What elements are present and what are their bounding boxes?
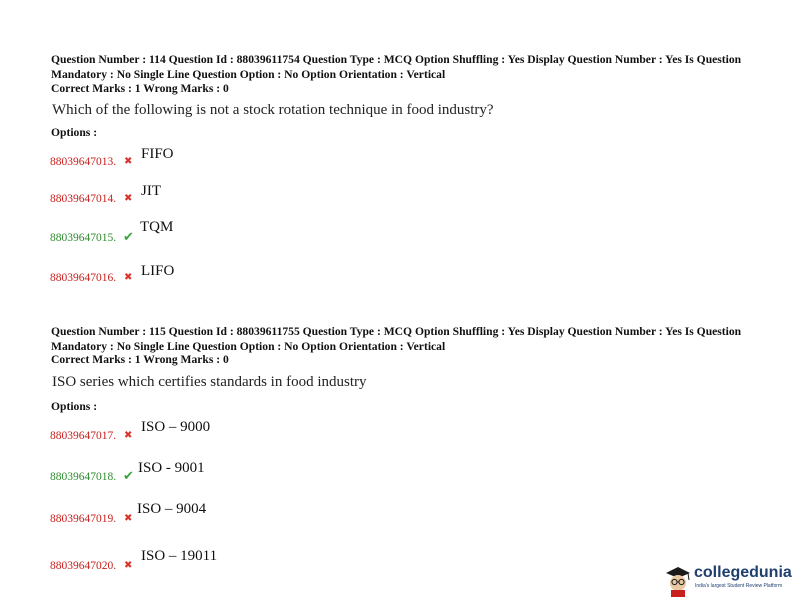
question-115-text: ISO series which certifies standards in food industry (52, 374, 367, 390)
cross-mark-icon: ✖ (124, 272, 133, 283)
option-id: 88039647017. (50, 430, 117, 442)
question-115-marks: Correct Marks : 1 Wrong Marks : 0 (51, 353, 229, 366)
option-88039647014 (50, 177, 450, 205)
option-88039647019 (50, 497, 450, 525)
option-text: FIFO (141, 146, 174, 162)
option-id: 88039647019. (50, 513, 117, 525)
logo-name: collegedunia (694, 564, 792, 581)
option-id: 88039647018. (50, 471, 117, 483)
question-114-meta: Question Number : 114 Question Id : 88039611754 Question Type : MCQ Option Shuffling : Yes Display Question Number : Yes Is Question Mandatory : No Single Line Question Option : No Option Orientation : Vertical (51, 53, 742, 81)
option-text: ISO – 19011 (141, 548, 218, 564)
question-114-text: Which of the following is not a stock rotation technique in food industry? (52, 102, 494, 118)
option-id: 88039647015. (50, 232, 117, 244)
option-text: LIFO (141, 263, 175, 279)
cross-mark-icon: ✖ (124, 193, 133, 204)
collegedunia-logo (664, 562, 792, 602)
option-88039647020 (50, 544, 450, 572)
option-id: 88039647014. (50, 193, 117, 205)
option-text: TQM (140, 219, 174, 235)
question-114-marks: Correct Marks : 1 Wrong Marks : 0 (51, 82, 229, 95)
check-mark-icon: ✔ (123, 230, 134, 245)
option-id: 88039647013. (50, 156, 117, 168)
option-88039647013 (50, 140, 450, 168)
option-88039647018 (50, 455, 450, 483)
option-id: 88039647016. (50, 272, 117, 284)
option-text: ISO - 9001 (138, 460, 205, 476)
option-text: ISO – 9000 (141, 419, 211, 435)
cross-mark-icon: ✖ (124, 430, 133, 441)
cross-mark-icon: ✖ (124, 156, 133, 167)
option-88039647017 (50, 414, 450, 442)
question-114-options-label: Options : (51, 126, 98, 139)
option-text: JIT (141, 183, 161, 199)
option-88039647016 (50, 256, 450, 284)
question-115-options-label: Options : (51, 400, 98, 413)
student-mascot-icon (664, 564, 692, 598)
cross-mark-icon: ✖ (124, 513, 133, 524)
check-mark-icon: ✔ (123, 469, 134, 484)
option-88039647015 (50, 216, 450, 244)
option-id: 88039647020. (50, 560, 117, 572)
cross-mark-icon: ✖ (124, 560, 133, 571)
logo-tagline: India's largest Student Review Platform (695, 583, 783, 589)
question-115-meta: Question Number : 115 Question Id : 88039611755 Question Type : MCQ Option Shuffling : Yes Display Question Number : Yes Is Question Mandatory : No Single Line Question Option : No Option Orientation : Vertical (51, 325, 742, 353)
option-text: ISO – 9004 (137, 501, 207, 517)
